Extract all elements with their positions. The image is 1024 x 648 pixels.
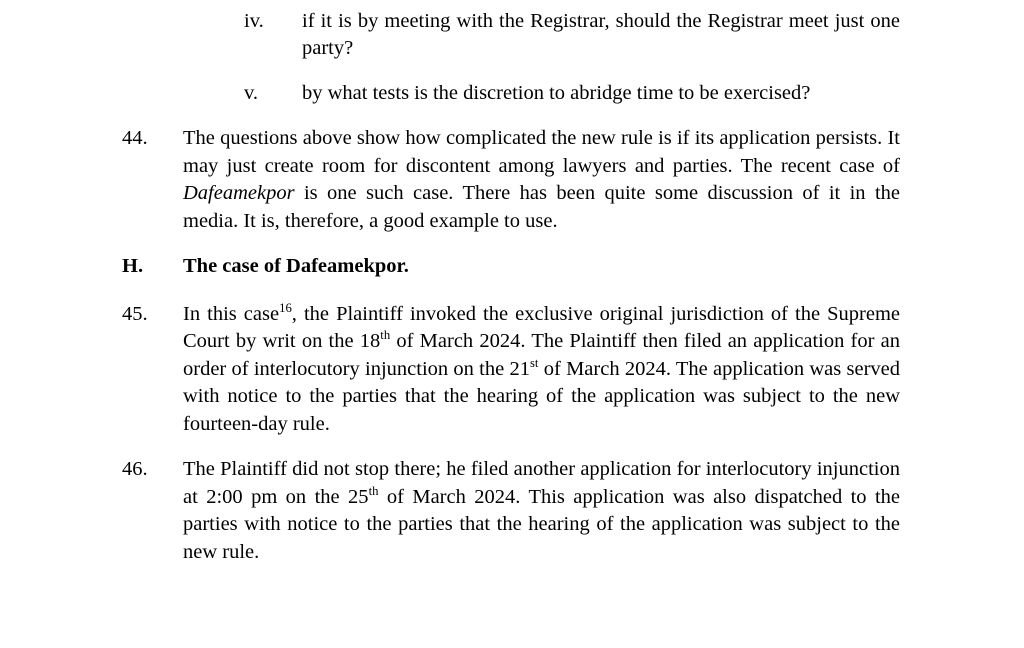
paragraph-44 <box>122 125 900 235</box>
paragraph-text-segment: In this case <box>183 302 280 325</box>
footnote-marker: 16 <box>279 300 292 315</box>
ordinal-suffix: th <box>380 328 391 343</box>
paragraph-text <box>183 456 900 566</box>
paragraph-text <box>183 125 900 235</box>
list-item <box>122 8 900 62</box>
list-item-marker: iv. <box>244 10 264 32</box>
list-item-text: by what tests is the discretion to abridge time to be exercised? <box>302 82 811 104</box>
list-item <box>122 80 900 107</box>
case-name-italic: Dafeamekpor <box>183 182 295 204</box>
ordinal-suffix: st <box>529 355 539 370</box>
paragraph-45 <box>122 301 900 439</box>
paragraph-text-segment: of March 2024. The Plaintiff then filed an application for an order of interlocutory injunction on the 21 <box>183 330 901 380</box>
paragraph-number: 44. <box>122 127 148 149</box>
section-heading <box>122 253 900 281</box>
section-heading-letter: H. <box>122 255 144 277</box>
paragraph-text-segment: , the Plaintiff invoked the exclusive original jurisdiction of the Supreme Court by writ on the 18 <box>183 302 900 352</box>
list-item-text: if it is by meeting with the Registrar, should the Registrar meet just one party? <box>302 10 900 59</box>
paragraph-text-segment: of March 2024. This application was also dispatched to the parties with notice to the parties that the hearing of the application was subject to the new rule. <box>183 485 901 563</box>
paragraph-text-segment: The Plaintiff did not stop there; he filed another application for interlocutory injunction at 2:00 pm on the 25 <box>183 458 900 508</box>
paragraph-number: 45. <box>122 302 148 325</box>
section-heading-title: The case of Dafeamekpor. <box>183 255 409 277</box>
paragraph-46 <box>122 456 900 566</box>
list-item-marker: v. <box>244 82 259 104</box>
paragraph-text-segment: The questions above show how complicated the new rule is if its application persists. It may just create room for discontent among lawyers and parties. The recent case of <box>183 127 900 177</box>
ordinal-suffix: th <box>368 483 379 498</box>
paragraph-number: 46. <box>122 458 148 480</box>
paragraph-text-segment: of March 2024. The application was served with notice to the parties that the hearing of the application was subject to the new fourteen-day rule. <box>183 357 900 435</box>
paragraph-text <box>183 301 900 439</box>
paragraph-text-segment: is one such case. There has been quite some discussion of it in the media. It is, therefore, a good example to use. <box>183 182 900 232</box>
